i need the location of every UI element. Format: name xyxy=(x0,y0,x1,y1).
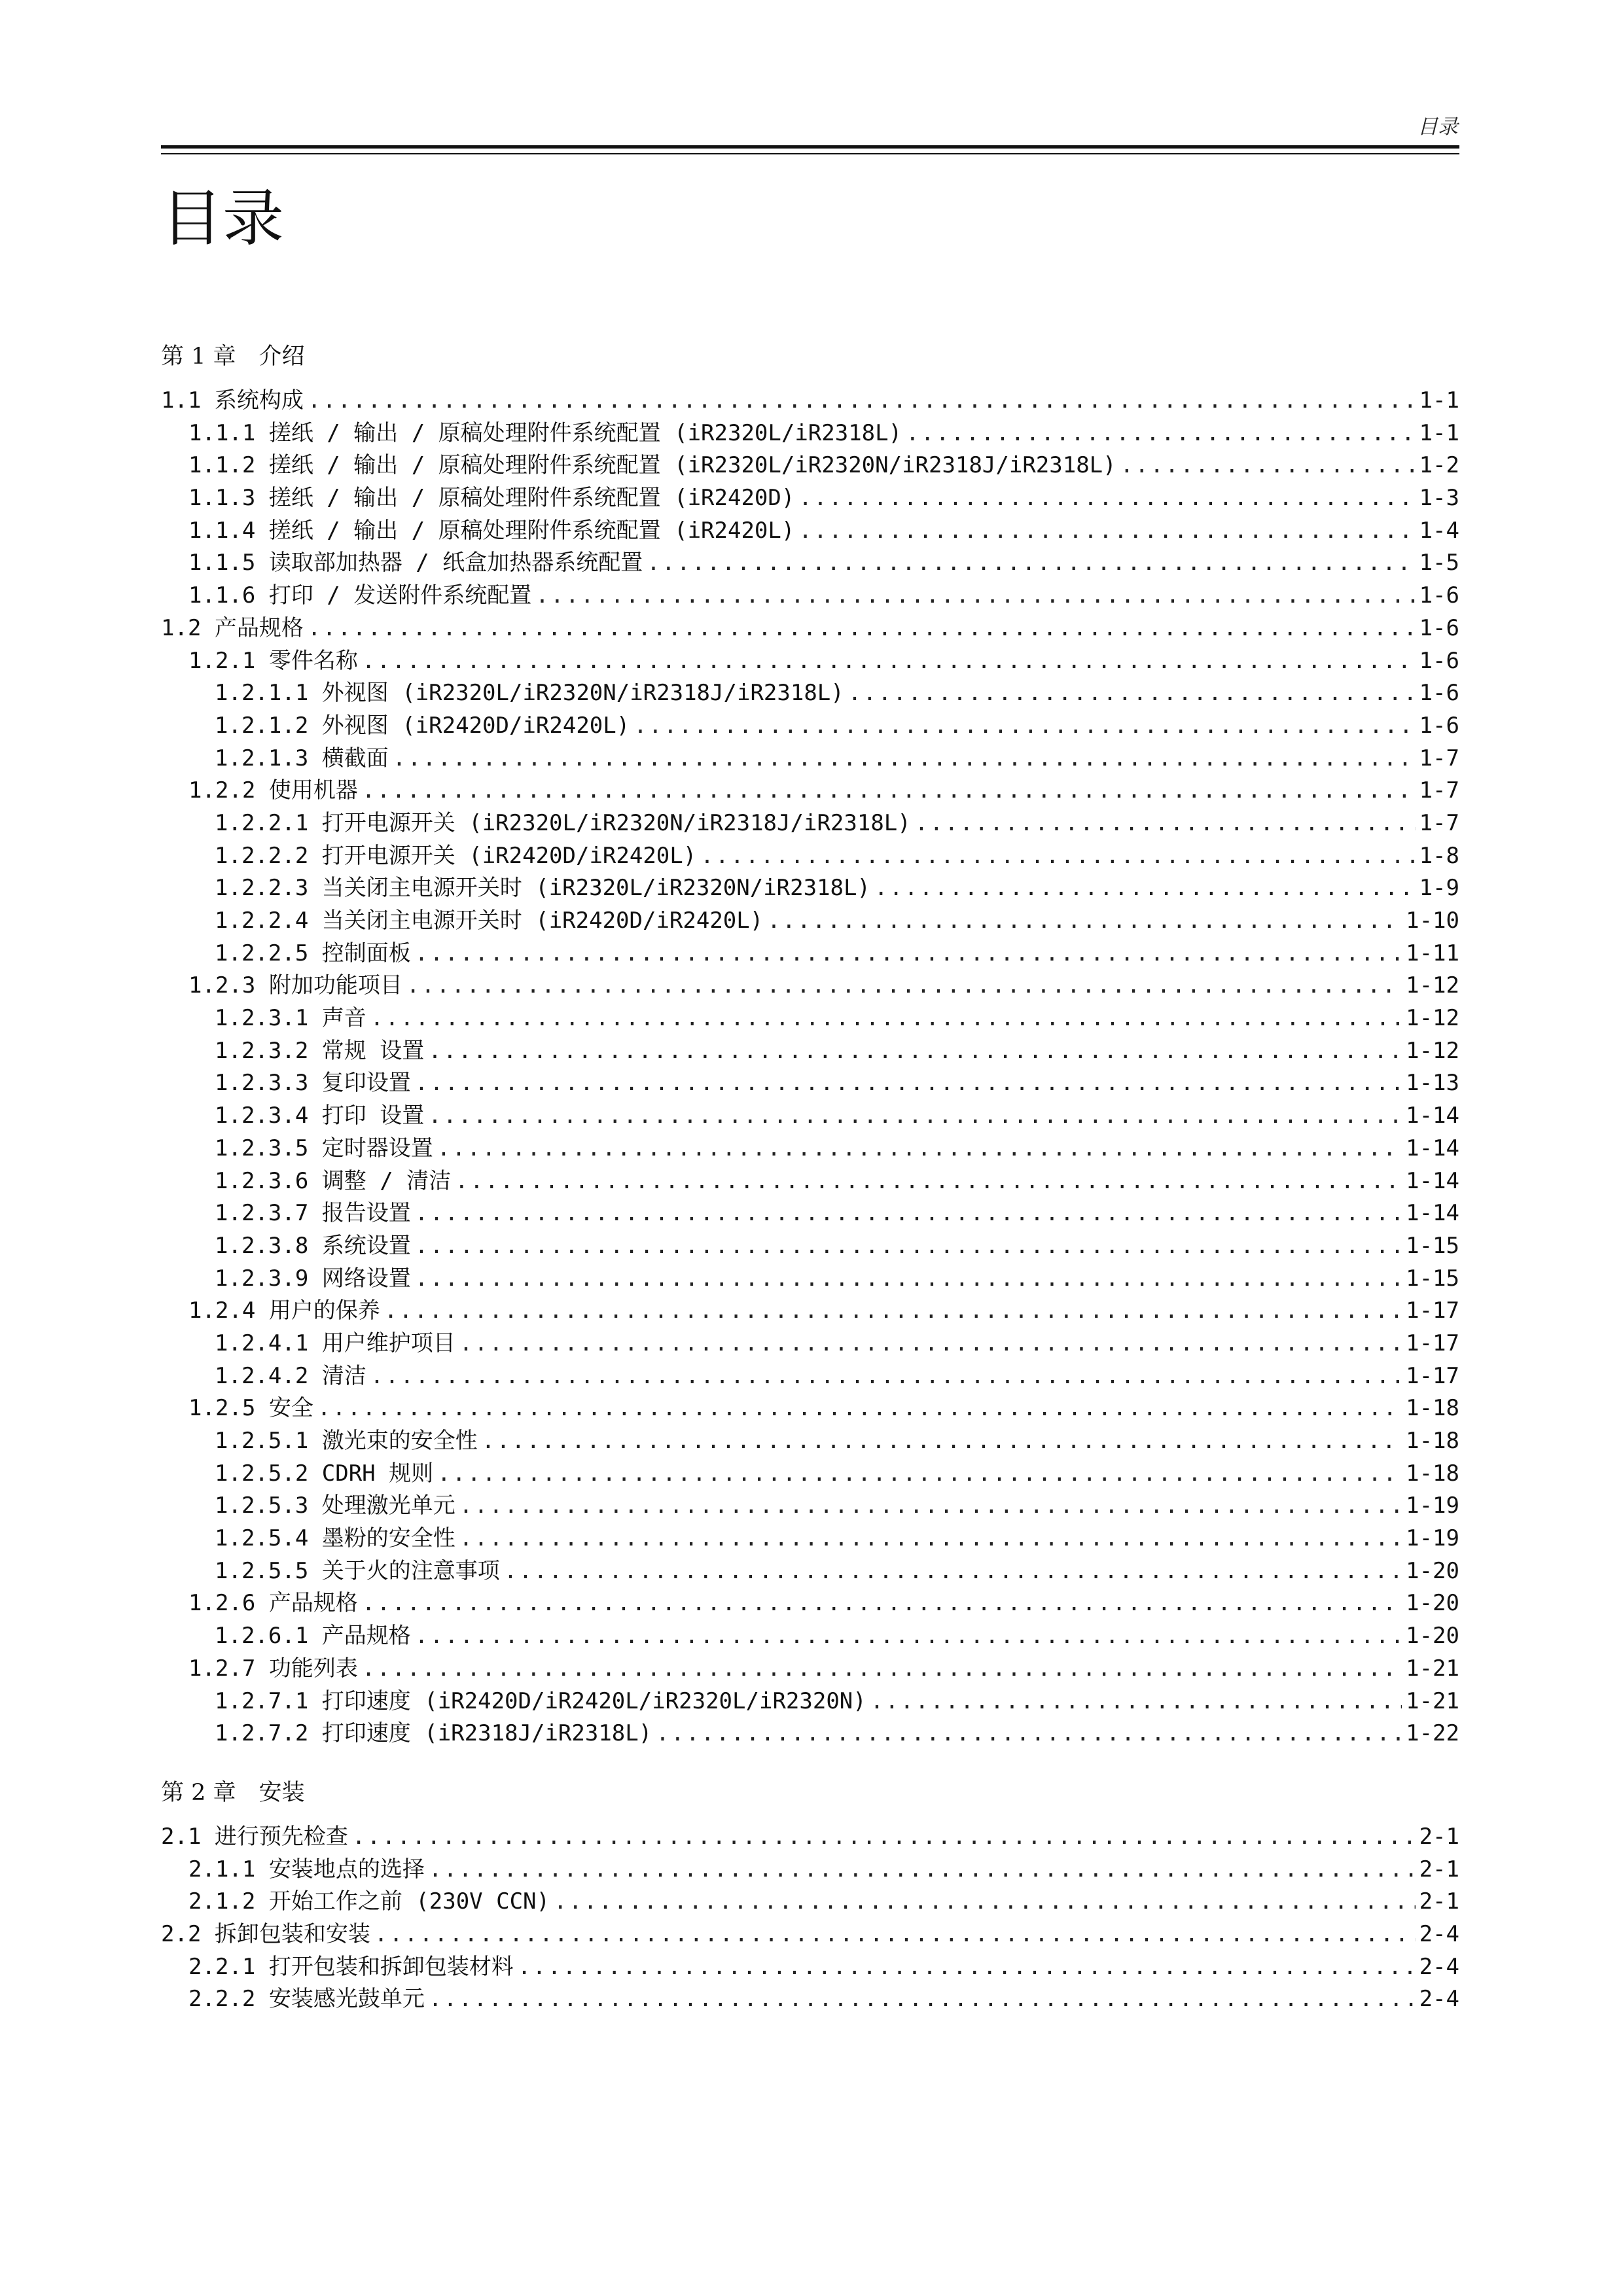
toc-entry-title: 1.2.5.2 CDRH 规则 xyxy=(215,1460,434,1487)
toc-entry[interactable] xyxy=(161,970,1459,1002)
chapter-heading: 第 2 章 安装 xyxy=(161,1779,305,1806)
toc-entry[interactable] xyxy=(161,547,1459,580)
toc-entry-title: 1.2.4.1 用户维护项目 xyxy=(215,1330,455,1356)
dot-leader xyxy=(848,677,1416,710)
toc-entry-title: 2.1 进行预先检查 xyxy=(161,1823,348,1850)
toc-entry-page: 1-14 xyxy=(1406,1167,1459,1194)
toc-entry-page: 1-20 xyxy=(1406,1623,1459,1650)
toc-entry-title: 1.2.3.3 复印设置 xyxy=(215,1070,411,1097)
toc-entry-title: 2.2.1 打开包装和拆卸包装材料 xyxy=(188,1953,514,1980)
dot-leader xyxy=(535,580,1415,612)
toc-entry-page: 1-9 xyxy=(1419,875,1459,902)
toc-entry[interactable] xyxy=(161,1620,1459,1653)
dot-leader xyxy=(437,1133,1402,1165)
toc-entry[interactable] xyxy=(161,515,1459,548)
toc-entry-page: 1-11 xyxy=(1406,940,1459,966)
dot-leader xyxy=(428,1035,1402,1068)
toc-entry[interactable] xyxy=(161,580,1459,612)
toc-entry[interactable] xyxy=(161,1718,1459,1750)
chapter-heading: 第 1 章 介绍 xyxy=(161,344,305,370)
toc-entry-page: 1-12 xyxy=(1406,1037,1459,1064)
page-title: 目录 xyxy=(161,183,285,255)
dot-leader xyxy=(415,938,1402,970)
dot-leader xyxy=(317,1392,1402,1425)
toc-entry-page: 2-4 xyxy=(1419,1953,1459,1980)
dot-leader xyxy=(362,775,1416,807)
toc-entry[interactable] xyxy=(161,417,1459,450)
toc-entry-page: 1-6 xyxy=(1419,582,1459,609)
toc-entry[interactable] xyxy=(161,677,1459,710)
toc-entry-title: 1.2.2 使用机器 xyxy=(188,777,358,804)
toc-entry-title: 1.2.3.2 常规 设置 xyxy=(215,1037,425,1064)
dot-leader xyxy=(428,1100,1402,1133)
toc-entry[interactable] xyxy=(161,1523,1459,1555)
toc-entry-page: 1-21 xyxy=(1406,1655,1459,1682)
toc-entry-title: 1.2.3.8 系统设置 xyxy=(215,1232,411,1259)
toc-entry[interactable] xyxy=(161,1165,1459,1198)
toc-entry-page: 1-19 xyxy=(1406,1492,1459,1519)
toc-entry[interactable] xyxy=(161,1230,1459,1263)
toc-entry[interactable] xyxy=(161,1555,1459,1588)
toc-entry-title: 1.2.5.4 墨粉的安全性 xyxy=(215,1525,455,1552)
toc-entry-title: 2.1.1 安装地点的选择 xyxy=(188,1856,425,1882)
toc-entry-page: 1-5 xyxy=(1419,550,1459,576)
toc-entry-title: 1.2.5.5 关于火的注意事项 xyxy=(215,1557,500,1584)
toc-entry-title: 1.2.6.1 产品规格 xyxy=(215,1623,411,1650)
toc-entry-title: 2.1.2 开始工作之前 (230V CCN) xyxy=(188,1888,550,1915)
dot-leader xyxy=(429,1983,1416,2016)
toc-entry-page: 1-14 xyxy=(1406,1103,1459,1129)
dot-leader xyxy=(374,1918,1416,1951)
toc-entry[interactable] xyxy=(161,1918,1459,1951)
toc-entry-page: 1-3 xyxy=(1419,485,1459,512)
toc-entry[interactable] xyxy=(161,1328,1459,1360)
toc-entry[interactable] xyxy=(161,482,1459,515)
dot-leader xyxy=(429,1854,1416,1886)
dot-leader xyxy=(554,1886,1416,1918)
toc-entry-page: 1-6 xyxy=(1419,614,1459,641)
toc-entry-page: 1-22 xyxy=(1406,1720,1459,1747)
toc-entry-title: 2.2.2 安装感光鼓单元 xyxy=(188,1986,425,2013)
dot-leader xyxy=(870,1686,1402,1718)
dot-leader xyxy=(415,1620,1402,1653)
toc-entry-page: 2-1 xyxy=(1419,1888,1459,1915)
toc-entry[interactable] xyxy=(161,1983,1459,2016)
dot-leader xyxy=(406,970,1402,1002)
toc-entry-page: 1-15 xyxy=(1406,1232,1459,1259)
dot-leader xyxy=(455,1165,1402,1198)
dot-leader xyxy=(362,1653,1402,1686)
toc-entry[interactable] xyxy=(161,905,1459,938)
dot-leader xyxy=(370,1002,1402,1035)
dot-leader xyxy=(647,547,1415,580)
dot-leader xyxy=(906,417,1415,450)
toc-entry[interactable] xyxy=(161,1067,1459,1100)
toc-entry[interactable] xyxy=(161,1653,1459,1686)
toc-entry-page: 1-6 xyxy=(1419,647,1459,674)
dot-leader xyxy=(504,1555,1402,1588)
dot-leader xyxy=(437,1458,1402,1491)
toc-entry-page: 1-20 xyxy=(1406,1590,1459,1617)
toc-entry[interactable] xyxy=(161,1133,1459,1165)
toc-entry-title: 1.2.7 功能列表 xyxy=(188,1655,358,1682)
toc-entry-page: 1-12 xyxy=(1406,1005,1459,1032)
toc-entry-title: 1.2.2.2 打开电源开关 (iR2420D/iR2420L) xyxy=(215,842,697,869)
toc-entry-title: 1.2.1.1 外视图 (iR2320L/iR2320N/iR2318J/iR2318L) xyxy=(215,680,844,707)
dot-leader xyxy=(459,1490,1402,1523)
dot-leader xyxy=(459,1523,1402,1555)
dot-leader xyxy=(393,743,1416,775)
dot-leader xyxy=(798,515,1415,548)
toc-entry-page: 2-4 xyxy=(1419,1920,1459,1947)
toc-entry-page: 2-4 xyxy=(1419,1986,1459,2013)
table-of-contents xyxy=(161,340,1459,2016)
toc-entry-title: 2.2 拆卸包装和安装 xyxy=(161,1920,370,1947)
toc-entry-title: 1.2.3.7 报告设置 xyxy=(215,1200,411,1227)
toc-entry-title: 1.2.2.5 控制面板 xyxy=(215,940,411,966)
toc-entry[interactable] xyxy=(161,938,1459,970)
toc-entry[interactable] xyxy=(161,1587,1459,1620)
toc-entry-page: 1-17 xyxy=(1406,1362,1459,1389)
toc-entry-page: 1-15 xyxy=(1406,1265,1459,1292)
toc-entry[interactable] xyxy=(161,450,1459,482)
toc-entry-page: 1-12 xyxy=(1406,972,1459,999)
dot-leader xyxy=(362,1587,1402,1620)
header-rule-thick xyxy=(161,145,1459,149)
toc-entry[interactable] xyxy=(161,1360,1459,1393)
toc-entry[interactable] xyxy=(161,1821,1459,1854)
toc-entry[interactable] xyxy=(161,743,1459,775)
toc-entry[interactable] xyxy=(161,1100,1459,1133)
dot-leader xyxy=(459,1328,1402,1360)
toc-entry-page: 2-1 xyxy=(1419,1856,1459,1882)
toc-entry-title: 1.1 系统构成 xyxy=(161,387,304,414)
toc-entry[interactable] xyxy=(161,612,1459,645)
toc-entry-page: 1-19 xyxy=(1406,1525,1459,1552)
toc-entry-title: 1.2 产品规格 xyxy=(161,614,304,641)
toc-entry[interactable] xyxy=(161,807,1459,840)
toc-entry-title: 1.2.4.2 清洁 xyxy=(215,1362,366,1389)
toc-entry-page: 1-1 xyxy=(1419,419,1459,446)
dot-leader xyxy=(352,1821,1416,1854)
toc-entry-title: 1.2.2.4 当关闭主电源开关时 (iR2420D/iR2420L) xyxy=(215,908,764,934)
chapter-gap xyxy=(161,1750,1459,1776)
dot-leader xyxy=(798,482,1415,515)
toc-entry-page: 1-21 xyxy=(1406,1687,1459,1714)
toc-entry[interactable] xyxy=(161,1002,1459,1035)
dot-leader xyxy=(370,1360,1402,1393)
toc-entry-page: 1-7 xyxy=(1419,745,1459,771)
dot-leader xyxy=(1120,450,1416,482)
toc-entry-title: 1.2.3.1 声音 xyxy=(215,1005,366,1032)
toc-entry[interactable] xyxy=(161,645,1459,678)
toc-entry[interactable] xyxy=(161,840,1459,873)
toc-entry-page: 1-14 xyxy=(1406,1135,1459,1161)
toc-entry-page: 1-6 xyxy=(1419,680,1459,707)
toc-entry-title: 1.2.1 零件名称 xyxy=(188,647,358,674)
toc-entry-title: 1.2.7.2 打印速度 (iR2318J/iR2318L) xyxy=(215,1720,652,1747)
dot-leader xyxy=(874,872,1416,905)
dot-leader xyxy=(415,1067,1402,1100)
dot-leader xyxy=(415,1230,1402,1263)
toc-entry-page: 1-7 xyxy=(1419,809,1459,836)
toc-entry[interactable] xyxy=(161,1392,1459,1425)
toc-entry-page: 1-1 xyxy=(1419,387,1459,414)
toc-entry-page: 1-14 xyxy=(1406,1200,1459,1227)
toc-entry-page: 1-2 xyxy=(1419,452,1459,479)
toc-entry-title: 1.2.3.5 定时器设置 xyxy=(215,1135,433,1161)
toc-entry-title: 1.2.3 附加功能项目 xyxy=(188,972,402,999)
dot-leader xyxy=(482,1425,1402,1458)
toc-entry-title: 1.1.4 搓纸 / 输出 / 原稿处理附件系统配置 (iR2420L) xyxy=(188,517,795,544)
toc-entry[interactable] xyxy=(161,1458,1459,1491)
toc-entry[interactable] xyxy=(161,1951,1459,1984)
toc-entry-page: 1-10 xyxy=(1406,908,1459,934)
dot-leader xyxy=(415,1263,1402,1296)
toc-entry-title: 1.2.1.2 外视图 (iR2420D/iR2420L) xyxy=(215,712,630,739)
toc-entry-page: 1-18 xyxy=(1406,1460,1459,1487)
toc-entry-title: 1.2.5 安全 xyxy=(188,1395,313,1422)
toc-entry-page: 1-20 xyxy=(1406,1557,1459,1584)
toc-entry-page: 1-6 xyxy=(1419,712,1459,739)
dot-leader xyxy=(700,840,1415,873)
toc-entry-page: 1-18 xyxy=(1406,1428,1459,1454)
toc-entry-page: 1-4 xyxy=(1419,517,1459,544)
toc-entry[interactable] xyxy=(161,385,1459,417)
toc-entry-page: 1-17 xyxy=(1406,1330,1459,1356)
dot-leader xyxy=(308,385,1416,417)
dot-leader xyxy=(308,612,1416,645)
toc-entry[interactable] xyxy=(161,1197,1459,1230)
toc-entry-title: 1.1.3 搓纸 / 输出 / 原稿处理附件系统配置 (iR2420D) xyxy=(188,485,795,512)
toc-entry-title: 1.2.5.1 激光束的安全性 xyxy=(215,1428,478,1454)
dot-leader xyxy=(656,1718,1402,1750)
toc-entry-page: 1-13 xyxy=(1406,1070,1459,1097)
toc-entry-title: 1.2.2.3 当关闭主电源开关时 (iR2320L/iR2320N/iR2318L) xyxy=(215,875,870,902)
toc-entry[interactable] xyxy=(161,1035,1459,1068)
toc-entry-title: 1.1.2 搓纸 / 输出 / 原稿处理附件系统配置 (iR2320L/iR2320N/iR2318J/iR2318L) xyxy=(188,452,1116,479)
dot-leader xyxy=(415,1197,1402,1230)
toc-entry-title: 1.2.1.3 横截面 xyxy=(215,745,389,771)
toc-entry-title: 1.2.3.9 网络设置 xyxy=(215,1265,411,1292)
toc-entry[interactable] xyxy=(161,1686,1459,1718)
toc-entry-page: 1-17 xyxy=(1406,1298,1459,1324)
toc-entry[interactable] xyxy=(161,710,1459,743)
dot-leader xyxy=(362,645,1416,678)
dot-leader xyxy=(384,1295,1402,1328)
toc-entry-page: 1-8 xyxy=(1419,842,1459,869)
toc-entry[interactable] xyxy=(161,1854,1459,1886)
toc-entry[interactable] xyxy=(161,1490,1459,1523)
toc-entry-title: 1.2.3.6 调整 / 清洁 xyxy=(215,1167,452,1194)
dot-leader xyxy=(518,1951,1416,1984)
toc-entry[interactable] xyxy=(161,775,1459,807)
toc-entry-page: 1-7 xyxy=(1419,777,1459,804)
toc-entry-title: 1.1.1 搓纸 / 输出 / 原稿处理附件系统配置 (iR2320L/iR2318L) xyxy=(188,419,902,446)
toc-entry-page: 1-18 xyxy=(1406,1395,1459,1422)
toc-entry-title: 1.2.4 用户的保养 xyxy=(188,1298,380,1324)
toc-entry[interactable] xyxy=(161,872,1459,905)
dot-leader xyxy=(915,807,1416,840)
running-header: 目录 xyxy=(1418,115,1458,139)
dot-leader xyxy=(633,710,1415,743)
toc-entry-page: 2-1 xyxy=(1419,1823,1459,1850)
header-rule-thin xyxy=(161,153,1459,154)
toc-entry-title: 1.2.3.4 打印 设置 xyxy=(215,1103,425,1129)
toc-entry-title: 1.2.2.1 打开电源开关 (iR2320L/iR2320N/iR2318J/iR2318L) xyxy=(215,809,911,836)
toc-entry[interactable] xyxy=(161,1425,1459,1458)
dot-leader xyxy=(767,905,1402,938)
toc-entry-title: 1.2.6 产品规格 xyxy=(188,1590,358,1617)
toc-entry[interactable] xyxy=(161,1886,1459,1918)
toc-entry-title: 1.1.5 读取部加热器 / 纸盒加热器系统配置 xyxy=(188,550,643,576)
toc-entry-title: 1.2.7.1 打印速度 (iR2420D/iR2420L/iR2320L/iR2320N) xyxy=(215,1687,866,1714)
toc-entry[interactable] xyxy=(161,1295,1459,1328)
toc-entry[interactable] xyxy=(161,1263,1459,1296)
toc-entry-title: 1.1.6 打印 / 发送附件系统配置 xyxy=(188,582,532,609)
toc-entry-title: 1.2.5.3 处理激光单元 xyxy=(215,1492,455,1519)
